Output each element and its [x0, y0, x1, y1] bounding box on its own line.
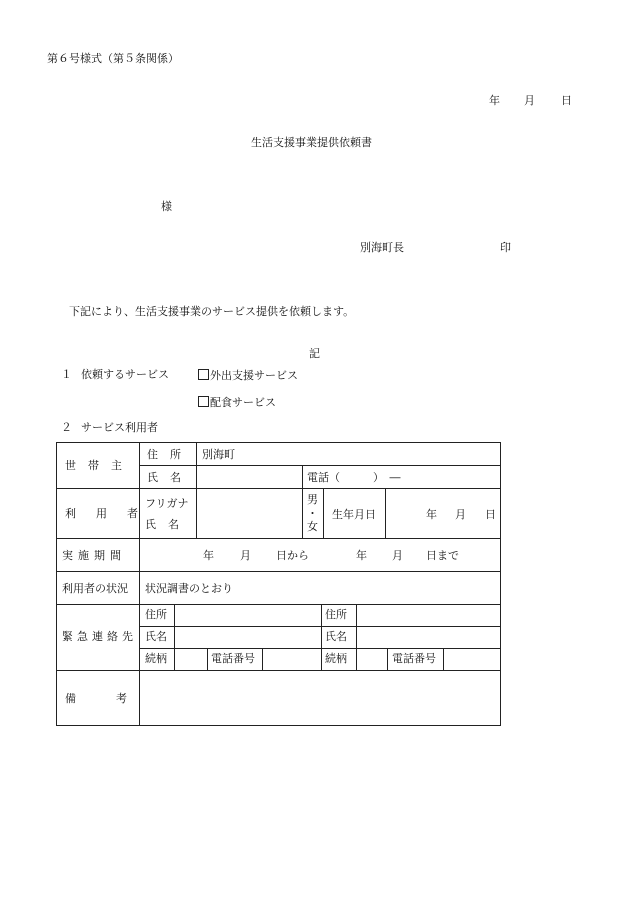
birth-month-unit: 月 [455, 508, 466, 521]
emergency1-phone-label: 電話番号 [211, 652, 255, 665]
user-status-value: 状況調書のとおり [145, 582, 233, 595]
date-day-label: 日 [561, 94, 572, 107]
user-label: 利用者 [65, 507, 158, 520]
emergency2-name-label: 氏名 [325, 630, 347, 643]
document-title: 生活支援事業提供依頼書 [251, 136, 372, 149]
section2-label: サービス利用者 [81, 421, 158, 434]
seal-mark: 印 [500, 241, 511, 254]
remarks-label: 備考 [65, 692, 167, 705]
period-to-day: 日まで [426, 549, 459, 562]
household-phone-field[interactable]: 電話（ ） ― [307, 471, 401, 484]
period-from-year: 年 [203, 549, 214, 562]
body-text: 下記により、生活支援事業のサービス提供を依頼します。 [69, 305, 355, 318]
furigana-label: フリガナ [145, 497, 189, 510]
gender-female[interactable]: 女 [307, 520, 318, 533]
household-address-label: 住所 [147, 448, 193, 461]
option-outing-support[interactable] [198, 369, 298, 381]
ki-heading: 記 [309, 347, 320, 360]
emergency1-name-label: 氏名 [145, 630, 167, 643]
emergency-contact-label: 緊急連絡先 [62, 630, 137, 643]
birth-day-unit: 日 [485, 508, 496, 521]
period-from-month: 月 [240, 549, 251, 562]
service-user-table [56, 442, 501, 726]
form-number: 第６号様式（第５条関係） [47, 52, 179, 65]
date-year-label: 年 [489, 94, 500, 107]
option-meal-delivery[interactable] [198, 396, 276, 408]
section1-label: 依頼するサービス [81, 368, 169, 381]
period-label: 実施期間 [62, 549, 126, 562]
birth-year-unit: 年 [426, 508, 437, 521]
gender-male[interactable]: 男 [307, 493, 318, 506]
issuer-name: 別海町長 [360, 241, 404, 254]
addressee-suffix: 様 [161, 200, 172, 213]
period-to-month: 月 [392, 549, 403, 562]
emergency2-phone-label: 電話番号 [392, 652, 436, 665]
household-head-label: 世帯主 [65, 459, 134, 472]
gender-separator: ・ [307, 507, 318, 520]
period-from-day: 日から [276, 549, 309, 562]
user-name-label: 氏名 [145, 518, 191, 531]
household-name-label: 氏名 [147, 471, 193, 484]
period-to-year: 年 [356, 549, 367, 562]
emergency1-relation-label: 続柄 [145, 652, 167, 665]
user-status-label: 利用者の状況 [62, 582, 128, 595]
household-address-value: 別海町 [202, 448, 235, 461]
outing-support-label: 外出支援サービス [210, 369, 298, 382]
section1-number: １ [61, 368, 72, 381]
meal-delivery-label: 配食サービス [210, 396, 276, 409]
outing-support-checkbox[interactable] [198, 369, 209, 380]
birthdate-label: 生年月日 [332, 508, 376, 521]
date-month-label: 月 [524, 94, 535, 107]
emergency2-address-label: 住所 [325, 608, 347, 621]
meal-delivery-checkbox[interactable] [198, 396, 209, 407]
section2-number: ２ [61, 421, 72, 434]
emergency1-address-label: 住所 [145, 608, 167, 621]
emergency2-relation-label: 続柄 [325, 652, 347, 665]
